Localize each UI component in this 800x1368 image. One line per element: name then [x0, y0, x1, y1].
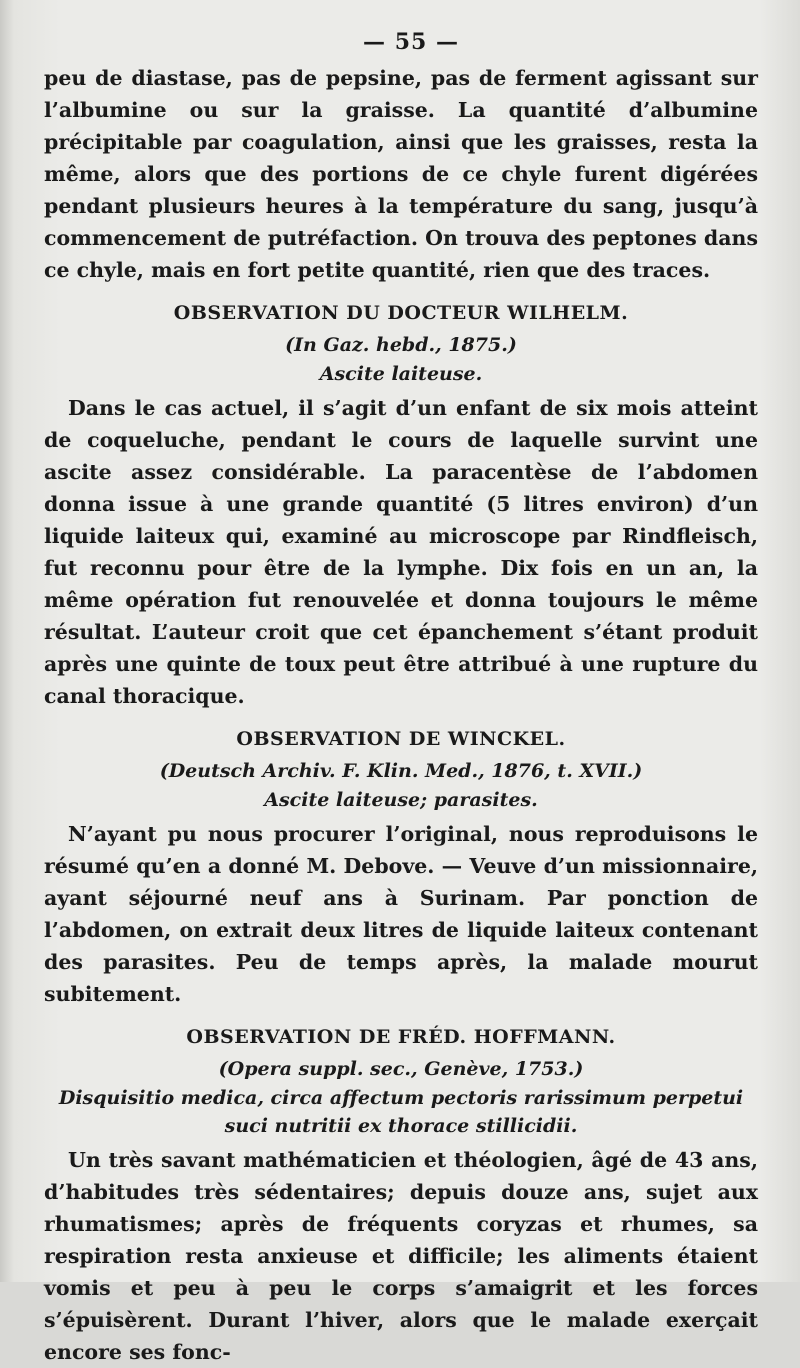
source-citation: (Opera suppl. sec., Genève, 1753.): [218, 1058, 584, 1080]
paragraph: N’ayant pu nous procurer l’original, nous reproduisons le résumé qu’en a donné M. Debove. — Veuve d’un missionnaire, ayant séjourné neuf ans à Surinam. Par ponction de l’abdomen, on extrait deux litres de liquide laiteux contenant des parasites. Peu de temps après, la malade mourut subitement.: [44, 822, 758, 1006]
observation-title: OBSERVATION DU DOCTEUR WILHELM.: [173, 302, 629, 324]
source-citation: (Deutsch Archiv. F. Klin. Med., 1876, t. XVII.): [159, 760, 643, 782]
observation-subtitle: Ascite laiteuse; parasites.: [264, 789, 538, 811]
observation-title: OBSERVATION DE FRÉD. HOFFMANN.: [186, 1026, 616, 1048]
observation-subtitle: Ascite laiteuse.: [319, 363, 483, 385]
source-citation: (In Gaz. hebd., 1875.): [285, 334, 517, 356]
page-number: — 55 —: [363, 29, 459, 55]
observation-title: OBSERVATION DE WINCKEL.: [236, 728, 566, 750]
paragraph: Un très savant mathématicien et théologien, âgé de 43 ans, d’habitudes très sédentaires; depuis douze ans, sujet aux rhumatismes; après de fréquents coryzas et rhumes, sa respiration resta anxieuse et difficile; les aliments étaient vomis et peu à peu le corps s’amaigrit et les forces s’épuisèrent. Durant l’hiver, alors que le malade exerçait encore ses fonc-: [44, 1148, 758, 1364]
observation-subtitle: Disquisitio medica, circa affectum pectoris rarissimum perpetui suci nutritii ex thorace stillicidii.: [58, 1087, 744, 1137]
paragraph: Dans le cas actuel, il s’agit d’un enfant de six mois atteint de coqueluche, pendant le cours de laquelle survint une ascite assez considérable. La paracentèse de l’abdomen donna issue à une grande quantité (5 litres environ) d’un liquide laiteux qui, examiné au microscope par Rindfleisch, fut reconnu pour être de la lymphe. Dix fois en un an, la même opération fut renouvelée et donna toujours le même résultat. L’auteur croit que cet épanchement s’étant produit après une quinte de toux peut être attribué à une rupture du canal thoracique.: [44, 396, 758, 708]
paragraph: peu de diastase, pas de pepsine, pas de ferment agissant sur l’albumine ou sur la graisse. La quantité d’albumine précipitable par coagulation, ainsi que les graisses, resta la même, alors que des portions de ce chyle furent digérées pendant plusieurs heures à la température du sang, jusqu’à commencement de putréfaction. On trouva des peptones dans ce chyle, mais en fort petite quantité, rien que des traces.: [44, 66, 758, 282]
